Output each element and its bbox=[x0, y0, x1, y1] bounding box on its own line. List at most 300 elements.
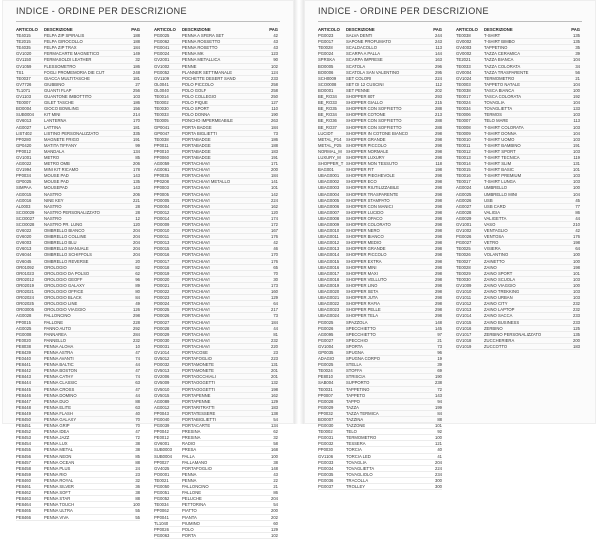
article-description: OROLOGIO BLACK bbox=[44, 295, 82, 301]
article-description: SHOPPER RAFIA bbox=[346, 301, 380, 307]
article-code: PO0009 bbox=[154, 222, 170, 227]
page-number: 131 bbox=[271, 362, 278, 368]
article-code: SCO0029 bbox=[16, 209, 35, 215]
article-description: SHOPPER GIALLO bbox=[346, 100, 383, 106]
article-code: PO0020 bbox=[154, 276, 170, 282]
page-number: 292 bbox=[133, 325, 140, 331]
page-number: 298 bbox=[435, 185, 442, 191]
article-code: TE0026 bbox=[456, 252, 471, 258]
article-description: PLANNER SETTIMANALE bbox=[182, 69, 233, 75]
article-code: GV1002 bbox=[456, 228, 472, 234]
page-number: 298 bbox=[133, 313, 140, 319]
article-description: TERMOS bbox=[484, 112, 502, 118]
article-code: TE0038 bbox=[456, 87, 471, 93]
article-code: GV4003 bbox=[456, 45, 472, 51]
article-description: PORTACHIAVI bbox=[182, 289, 210, 295]
article-code: PE8010 bbox=[318, 374, 333, 380]
page-number: 90 bbox=[273, 57, 278, 63]
article-code: PE8464 bbox=[16, 502, 31, 508]
article-description: SHOPPER FIT bbox=[346, 167, 374, 173]
article-description: TAPPO bbox=[346, 398, 360, 404]
page-number: 188 bbox=[133, 39, 140, 45]
article-description: NASTRO PR. LUNG bbox=[44, 222, 83, 227]
article-code: PO0031 bbox=[154, 343, 170, 349]
article-description: PORTABIGLIETTI bbox=[182, 417, 216, 422]
page-number: 46 bbox=[273, 246, 278, 252]
article-code: AG0025 bbox=[16, 325, 32, 331]
page-number: 232 bbox=[271, 337, 278, 343]
article-description: PORTABADGE bbox=[182, 142, 211, 148]
article-description: PORTAMONETE bbox=[182, 362, 214, 368]
article-code: PG0027 bbox=[456, 240, 472, 246]
page-number: 72 bbox=[135, 435, 140, 441]
article-description: PENNA SOFT bbox=[44, 490, 71, 496]
page-number: 298 bbox=[435, 142, 442, 148]
article-description: PORTACHIAVI bbox=[182, 264, 210, 270]
article-code: PE8463 bbox=[16, 496, 31, 502]
page-number: 190 bbox=[271, 112, 278, 118]
page-number: 47 bbox=[135, 429, 140, 435]
article-code: GV1016 bbox=[456, 325, 472, 331]
page-number: 298 bbox=[435, 179, 442, 185]
article-code: UBAG0005 bbox=[318, 197, 340, 203]
article-description: TAPPETO NATALE bbox=[484, 81, 520, 87]
page-number: 103 bbox=[573, 173, 580, 179]
article-description: PORTACHIAVI bbox=[182, 337, 210, 343]
page-number: 100 bbox=[435, 435, 442, 441]
article-description: SHOPPER IN COTONE BIANCO bbox=[346, 130, 409, 136]
article-code: GV1013 bbox=[456, 307, 472, 313]
article-description: PIATTO bbox=[182, 508, 197, 514]
article-description: ZUCCOTTO bbox=[484, 343, 508, 349]
page-number: 34 bbox=[575, 63, 580, 69]
page-number: 234 bbox=[435, 471, 442, 477]
page-number: 73 bbox=[437, 343, 442, 349]
page-number: 70 bbox=[273, 270, 278, 276]
article-description: PENNA ROSSETTO bbox=[182, 39, 221, 45]
page-number: 21 bbox=[575, 75, 580, 81]
article-description: PORTACHIAVI bbox=[182, 203, 210, 209]
page-number: 298 bbox=[435, 136, 442, 142]
article-code: OR02021 bbox=[16, 289, 34, 295]
page-number: 243 bbox=[435, 39, 442, 45]
article-code: PE8465 bbox=[16, 508, 31, 514]
article-code: BE_RO34 bbox=[318, 94, 337, 100]
page-number: 39 bbox=[437, 362, 442, 368]
index-row bbox=[16, 515, 140, 521]
page-number: 104 bbox=[573, 57, 580, 63]
page-number: 228 bbox=[133, 319, 140, 325]
page-number: 183 bbox=[573, 343, 580, 349]
article-code: ADAGIO bbox=[318, 356, 335, 362]
article-description: PENNA CROSS bbox=[44, 386, 75, 392]
page-number: 54 bbox=[273, 417, 278, 422]
article-code: PE8458 bbox=[16, 465, 31, 471]
article-code: PG0033 bbox=[318, 459, 334, 465]
article-code: PE8441 bbox=[16, 362, 31, 368]
column-header bbox=[16, 27, 140, 32]
article-description: PORTACHIAVI bbox=[182, 161, 210, 167]
article-code: SUB0003 bbox=[154, 447, 172, 453]
article-code: TE0016 bbox=[456, 173, 471, 179]
article-code: TE4035 bbox=[16, 45, 31, 51]
page-number: 101 bbox=[271, 185, 278, 191]
article-code: PG0052 bbox=[154, 69, 170, 75]
page-number: 171 bbox=[271, 161, 278, 167]
article-description: PORTAFOGLIO bbox=[182, 465, 212, 471]
article-description: USB bbox=[484, 197, 493, 203]
page-number: 200 bbox=[271, 167, 278, 173]
article-description: PALLAMANO bbox=[182, 459, 208, 465]
article-description: PENNA VIVA bbox=[44, 514, 69, 520]
article-description: PENNA ELITE bbox=[44, 404, 71, 410]
page-number: 298 bbox=[435, 313, 442, 319]
page-number: 183 bbox=[271, 404, 278, 410]
article-code: PO0027 bbox=[154, 319, 170, 325]
article-code: AG0016 bbox=[16, 197, 32, 203]
article-description: SHOPPER NERO bbox=[346, 228, 380, 234]
page-number: 88 bbox=[135, 398, 140, 404]
article-description: TOVAGLIETTA bbox=[346, 465, 375, 471]
article-code: PE8461 bbox=[16, 484, 31, 490]
article-code: SHOPPER_T bbox=[318, 161, 344, 167]
article-code: UBAG0020 bbox=[318, 289, 340, 295]
page-number: 204 bbox=[133, 252, 140, 258]
page-number: 300 bbox=[435, 484, 442, 490]
page-number: 120 bbox=[271, 209, 278, 215]
article-description: T-SHIRT SLIM bbox=[484, 161, 512, 167]
article-code: UBAG0021 bbox=[318, 295, 340, 301]
article-description: ZAINO BUSINESS bbox=[484, 319, 520, 325]
page-number: 113 bbox=[435, 45, 442, 51]
page-number: 47 bbox=[135, 368, 140, 374]
page-number: 295 bbox=[435, 69, 442, 75]
article-description: LANTERNA bbox=[44, 118, 67, 124]
page-number: 85 bbox=[135, 453, 140, 459]
page-number: 198 bbox=[435, 167, 442, 173]
article-code: UBAG0017 bbox=[318, 270, 340, 276]
article-code: PO0011 bbox=[154, 234, 170, 240]
article-code: AG0022 bbox=[16, 161, 32, 167]
article-description: PORTACARTE bbox=[182, 423, 211, 429]
article-code: GV1017 bbox=[456, 331, 472, 337]
article-code: PP0035 bbox=[154, 173, 169, 179]
article-code: TE0008 bbox=[456, 124, 471, 130]
article-code: TE0011 bbox=[456, 142, 471, 148]
article-code: AG0027 bbox=[456, 203, 472, 209]
article-code: PO0010 bbox=[154, 228, 170, 234]
article-code: PG0032 bbox=[318, 441, 334, 447]
article-description: SCATOLA SAN VALENTINO bbox=[346, 69, 400, 75]
article-description: ZAINO SACCA bbox=[484, 313, 513, 319]
article-code: PG0031 bbox=[318, 435, 334, 441]
article-code: SIMPAA bbox=[16, 185, 32, 191]
article-description: TAZZINA bbox=[346, 417, 364, 422]
page-number: 10 bbox=[135, 343, 140, 349]
article-code: AG0061 bbox=[154, 167, 170, 173]
article-description: VALIGIA bbox=[484, 209, 500, 215]
page-number: 89 bbox=[135, 282, 140, 288]
page-number: 248 bbox=[133, 69, 140, 75]
article-code: PE8445 bbox=[16, 386, 31, 392]
article-code: PO0019 bbox=[154, 270, 170, 276]
article-description: TOVAGLIA bbox=[484, 100, 505, 106]
article-code: TE0002 bbox=[318, 429, 333, 435]
article-description: VALIGETTA bbox=[484, 215, 507, 221]
article-code: GV0002 bbox=[456, 51, 472, 57]
page-number: 73 bbox=[273, 130, 278, 136]
article-description: MAGNETE FRIGO bbox=[44, 136, 80, 142]
page-number: 256 bbox=[133, 87, 140, 93]
header-code: ARTICOLO bbox=[456, 27, 478, 32]
article-description: OROLOGIO GALAXY bbox=[44, 282, 85, 288]
article-code: UBAG0024 bbox=[318, 313, 340, 319]
article-description: SHOPPER GRANDE bbox=[346, 246, 386, 252]
article-description: TASCA BIANCA bbox=[484, 87, 515, 93]
article-code: TE2021 bbox=[456, 57, 471, 63]
article-code: GV2001 bbox=[154, 57, 170, 63]
article-description: PORTATESSERE bbox=[182, 410, 216, 416]
page-number: 148 bbox=[435, 319, 442, 325]
article-description: PORTACHIAVI bbox=[182, 319, 210, 325]
page-number: 143 bbox=[133, 185, 140, 191]
article-description: VOLANTINO bbox=[484, 252, 509, 258]
article-code: PO0024 bbox=[154, 301, 170, 307]
page-number: 190 bbox=[435, 374, 442, 380]
article-code: OL0041 bbox=[154, 81, 169, 87]
article-description: STRISCIA bbox=[346, 374, 366, 380]
page-number: 210 bbox=[573, 222, 580, 227]
article-description: SHOPPER RIUTILIZZABILE bbox=[346, 185, 400, 191]
article-code: PG0026 bbox=[318, 325, 334, 331]
article-description: FELPA ZIP SPIRALIS bbox=[44, 33, 85, 39]
article-code: PE0440 bbox=[16, 356, 31, 362]
article-description: TORCIA bbox=[346, 447, 362, 453]
page-number: 21 bbox=[273, 484, 278, 490]
page-number: 44 bbox=[135, 392, 140, 398]
article-description: SHOPPER VELLUTO bbox=[346, 276, 387, 282]
article-description: PORTACHIAVI bbox=[182, 167, 210, 173]
page-number: 143 bbox=[133, 173, 140, 179]
article-code: GV1150 bbox=[16, 57, 32, 63]
article-description: PORTACHIAVI METALLO bbox=[182, 179, 231, 185]
page-number: 86 bbox=[575, 209, 580, 215]
article-description: SHOPPER PIEGHEVOLE bbox=[346, 173, 395, 179]
article-description: PORTACHIAVI bbox=[182, 240, 210, 246]
page-number: 40 bbox=[437, 447, 442, 453]
page-number: 298 bbox=[435, 215, 442, 221]
page-number: 335 bbox=[133, 130, 140, 136]
article-code: PG0034 bbox=[318, 465, 334, 471]
page-number: 298 bbox=[435, 270, 442, 276]
article-code: TE0038 bbox=[456, 33, 471, 39]
page-number: 12 bbox=[135, 215, 140, 221]
article-description: PENNA NEON bbox=[44, 453, 72, 459]
page-number: 176 bbox=[271, 234, 278, 240]
page-number: 84 bbox=[437, 410, 442, 416]
page-number: 23 bbox=[135, 471, 140, 477]
article-description: PORTACHIAVI bbox=[182, 331, 210, 337]
page-number: 73 bbox=[273, 313, 278, 319]
article-description: TORCIA LED bbox=[346, 453, 371, 459]
page-number: 200 bbox=[573, 337, 580, 343]
article-description: SCARPA A PALLA bbox=[346, 51, 381, 57]
article-code: GV1059 bbox=[16, 63, 32, 69]
page-number: 86 bbox=[273, 490, 278, 496]
article-description: PORTABADGE bbox=[182, 148, 211, 154]
article-code: PE8455 bbox=[16, 447, 31, 453]
article-code: GV1004 bbox=[318, 343, 334, 349]
article-code: BE_RO34 bbox=[318, 112, 337, 118]
article-description: PORTACHIAVI bbox=[182, 215, 210, 221]
article-description: USB CARD bbox=[484, 203, 506, 209]
article-code: PE8038 bbox=[16, 343, 31, 349]
article-code: GP0041 bbox=[154, 124, 170, 130]
header-code: ARTICOLO bbox=[16, 27, 38, 32]
article-code: UBAG0009 bbox=[318, 222, 340, 227]
article-description: TAPPETINO bbox=[346, 386, 370, 392]
page-number: 45 bbox=[575, 197, 580, 203]
article-description: POLO DONNA bbox=[182, 112, 210, 118]
article-code: PG0027 bbox=[318, 337, 334, 343]
article-description: POCHETTE DESERT SAND bbox=[182, 75, 236, 81]
page-number: 214 bbox=[133, 112, 140, 118]
article-description: PENNA ALOHA bbox=[44, 343, 74, 349]
article-code: GV6045 bbox=[16, 258, 32, 264]
page-number: 32 bbox=[135, 57, 140, 63]
article-code: TE0021 bbox=[154, 477, 169, 483]
article-code: UBAG0018 bbox=[318, 276, 340, 282]
article-code: PP0032 bbox=[318, 410, 333, 416]
page-number: 121 bbox=[435, 441, 442, 447]
article-code: PO0030 bbox=[154, 337, 170, 343]
article-description: PORTACHIAVI bbox=[182, 246, 210, 252]
article-description: POLO PIQUE bbox=[182, 100, 208, 106]
page-number: 178 bbox=[133, 167, 140, 173]
article-description: PORTAOCCHIALI bbox=[182, 374, 216, 380]
page-number: 188 bbox=[133, 33, 140, 39]
article-description: SPAZZOLA bbox=[346, 319, 368, 325]
page-number: 224 bbox=[271, 197, 278, 203]
article-description: PORTACHIAVI bbox=[182, 252, 210, 258]
article-code: TE0025 bbox=[456, 246, 471, 252]
article-code: PG0028 bbox=[318, 398, 334, 404]
article-description: ZUCCHERIERA bbox=[484, 337, 515, 343]
page-number: 42 bbox=[273, 240, 278, 246]
article-code: TE0010 bbox=[456, 136, 471, 142]
page-number: 125 bbox=[573, 325, 580, 331]
article-code: PG0030 bbox=[318, 423, 334, 429]
page-number: 298 bbox=[435, 276, 442, 282]
page-number: 206 bbox=[133, 161, 140, 167]
article-description: SHOPPER LINO bbox=[346, 282, 378, 288]
article-code: TE0034 bbox=[154, 502, 169, 508]
article-description: GUANTI FLAP bbox=[44, 87, 72, 93]
article-code: TE2015 bbox=[16, 39, 31, 45]
article-code: UBAG0003 bbox=[318, 185, 340, 191]
article-code: METAL_P14 bbox=[318, 136, 342, 142]
header-page: PAG bbox=[131, 27, 140, 32]
article-description: PALLONE bbox=[182, 490, 202, 496]
page-number: 160 bbox=[271, 289, 278, 295]
page-number: 298 bbox=[435, 228, 442, 234]
article-code: PG0052 bbox=[154, 496, 170, 502]
article-code: PG0008 bbox=[16, 331, 32, 337]
article-code: GV6003 bbox=[16, 240, 32, 246]
article-code: BE_RO35 bbox=[318, 106, 337, 112]
article-code: TE0029 bbox=[456, 270, 471, 276]
page-number: 204 bbox=[271, 496, 278, 502]
article-code: PG0023 bbox=[318, 33, 334, 39]
article-description: TAZZA TRASPARENTE bbox=[484, 69, 529, 75]
page-number: 64 bbox=[575, 246, 580, 252]
article-description: PORTAOGGETTI bbox=[182, 386, 215, 392]
article-description: METRO bbox=[44, 154, 60, 160]
page-number: 102 bbox=[271, 532, 278, 538]
article-code: TE0014 bbox=[154, 94, 169, 100]
article-code: PG0050 bbox=[154, 484, 170, 490]
page-number: 103 bbox=[573, 179, 580, 185]
page-number: 144 bbox=[435, 51, 442, 57]
article-description: SHOPPER 80T bbox=[346, 94, 375, 100]
article-description: PORTACHIAVI bbox=[182, 191, 210, 197]
page-number: 21 bbox=[437, 337, 442, 343]
article-description: OROLOGIO LINE bbox=[44, 301, 78, 307]
article-description: SCATOLA bbox=[346, 63, 366, 69]
article-description: PORTACHIAVI bbox=[182, 173, 210, 179]
article-code: PO0018 bbox=[154, 264, 170, 270]
article-code: PE8449 bbox=[16, 410, 31, 416]
page-number: 173 bbox=[271, 282, 278, 288]
article-description: GIOCO BOWLING bbox=[44, 106, 79, 112]
page-number: 96 bbox=[135, 276, 140, 282]
article-description: OROLOGIO DA POLSO bbox=[44, 270, 90, 276]
article-description: OMBRELLO COLLINE bbox=[44, 234, 87, 240]
article-code: PO0022 bbox=[154, 289, 170, 295]
article-code: PG0035 bbox=[318, 471, 334, 477]
article-code: GV1019 bbox=[456, 343, 472, 349]
article-description: PORTACHIAVI bbox=[182, 222, 210, 227]
page-number: 103 bbox=[573, 124, 580, 130]
page-number: 145 bbox=[435, 325, 442, 331]
article-code: PP0026 bbox=[154, 526, 169, 532]
left-page bbox=[2, 0, 294, 538]
page-number: 215 bbox=[435, 100, 442, 106]
article-code: TE0037 bbox=[16, 75, 31, 81]
page-number: 298 bbox=[435, 173, 442, 179]
article-code: PE8451 bbox=[16, 423, 31, 429]
page-number: 172 bbox=[271, 222, 278, 227]
page-number: 298 bbox=[435, 264, 442, 270]
page-number: 20 bbox=[135, 258, 140, 264]
page-number: 221 bbox=[133, 197, 140, 203]
page-number: 184 bbox=[271, 173, 278, 179]
page-number: 298 bbox=[435, 295, 442, 301]
article-description: TAZZA BIANCA bbox=[484, 57, 514, 63]
article-code: PO0001 bbox=[154, 471, 170, 477]
article-code: TE0024 bbox=[318, 368, 333, 374]
article-description: PORTACHIAVI bbox=[182, 295, 210, 301]
article-code: PG0017 bbox=[318, 39, 334, 45]
page-number: 41 bbox=[437, 453, 442, 459]
article-code: UBAG0022 bbox=[318, 301, 340, 307]
article-code: TE0007 bbox=[456, 118, 471, 124]
article-code: GV1103 bbox=[16, 94, 32, 100]
page-number: 85 bbox=[135, 154, 140, 160]
article-description: ZAINO SCUOLA bbox=[484, 276, 516, 282]
article-code: GV6020 bbox=[16, 234, 32, 240]
article-code: SCO0008 bbox=[318, 81, 337, 87]
